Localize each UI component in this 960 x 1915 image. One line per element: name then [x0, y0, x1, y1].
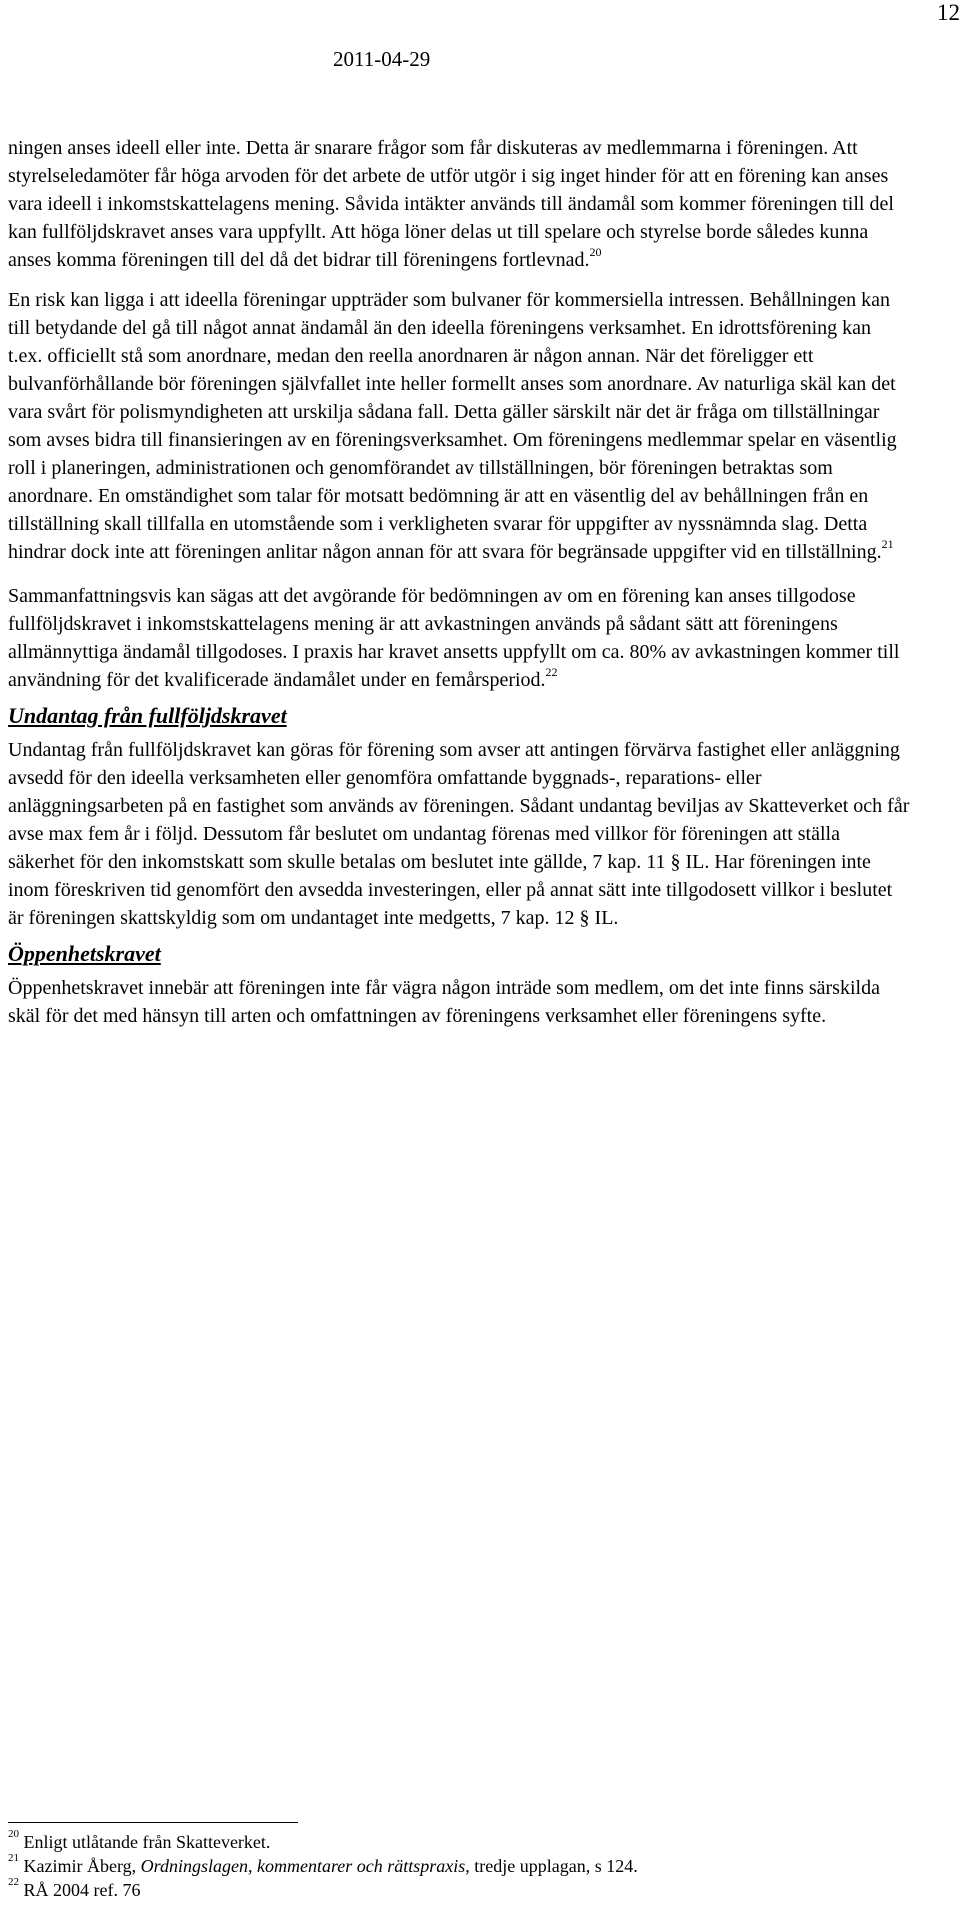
footnote-text: Enligt utlåtande från Skatteverket. — [23, 1832, 271, 1852]
section-heading-undantag: Undantag från fullföljdskravet — [8, 703, 287, 728]
footnote-author: Kazimir Åberg, — [23, 1856, 137, 1876]
body-text — [8, 134, 910, 1030]
footnote-number: 22 — [8, 1876, 19, 1888]
paragraph-text: ningen anses ideell eller inte. Detta är snarare frågor som får diskuteras av medlemmarna i föreningen. Att styrelseledamöter får höga arvoden för det arbete de utför utgör i sig inget hinder för att en förening kan anses vara ideell i inkomstskattelagens mening. Såvida intäkter används till ändamål som kommer föreningen till del kan fullföljdskravet anses vara uppfyllt. Att höga löner delas ut till spelare och styrelse borde således kunna anses komma föreningen till del då det bidrar till föreningens fortlevnad. — [8, 137, 894, 271]
paragraph-text: Sammanfattningsvis kan sägas att det avgörande för bedömningen av om en förening kan anses tillgodose fullföljdskravet i inkomstskattelagens mening är att avkastningen används på sådant sätt att föreningens allmännyttiga ändamål tillgodoses. I praxis har kravet ansetts uppfyllt om ca. 80% av avkastningen kommer till användning för det kvalificerade ändamålet under en femårsperiod. — [8, 585, 900, 691]
paragraph-summary — [8, 582, 910, 694]
footnote-ref: 20 — [589, 245, 602, 260]
paragraph-fulfilment-discussion — [8, 134, 910, 274]
footnote-text: RÅ 2004 ref. 76 — [23, 1880, 141, 1900]
page-date: 2011-04-29 — [333, 47, 431, 71]
footnote-rest: , tredje upplagan, s 124. — [465, 1856, 638, 1876]
footnote-source-title: Ordningslagen, kommentarer och rättspraxis — [140, 1856, 466, 1876]
footnote-number: 21 — [8, 1852, 19, 1864]
paragraph-oppenhet: Öppenhetskravet innebär att föreningen inte får vägra någon inträde som medlem, om det inte finns särskilda skäl för det med hänsyn till arten och omfattningen av föreningens verksamhet eller föreningens syfte. — [8, 977, 880, 1027]
paragraph-text: En risk kan ligga i att ideella föreningar uppträder som bulvaner för kommersiella intressen. Behållningen kan till betydande del gå till något annat ändamål än den ideella föreningens verksamhet. En idrottsförening kan t.ex. officiellt stå som anordnare, medan den reella anordnaren är någon annan. När det föreligger ett bulvanförhållande bör föreningen självfallet inte heller formellt anses som anordnare. Av naturliga skäl kan det vara svårt för polismyndigheten att urskilja sådana fall. Detta gäller särskilt när det är fråga om tillställningar som avses bidra till finansieringen av en föreningsverksamhet. Om föreningens medlemmar spelar en väsentlig roll i planeringen, administrationen och genomförandet av tillställningen, bör föreningen betraktas som anordnare. En omständighet som talar för motsatt bedömning är att en väsentlig del av behållningen från en tillställning skall tillfalla en utomstående som i verkligheten svarar för uppgifter av nyssnämnda slag. Detta hindrar dock inte att föreningen anlitar någon annan för att svara för begränsade uppgifter vid en tillställning. — [8, 289, 897, 563]
section-heading-oppenhet: Öppenhetskravet — [8, 941, 161, 966]
footnote-divider — [8, 1822, 298, 1823]
footnotes — [8, 1830, 638, 1902]
page-number: 12 — [937, 0, 960, 25]
footnote-20 — [8, 1830, 638, 1854]
footnote-ref: 22 — [545, 665, 558, 680]
footnote-ref: 21 — [881, 537, 894, 552]
footnote-number: 20 — [8, 1828, 19, 1840]
paragraph-undantag: Undantag från fullföljdskravet kan göras för förening som avser att antingen förvärva fastighet eller anläggning avsedd för den ideella verksamheten eller genomföra omfattande byggnads-, reparations- eller anläggningsarbeten på en fastighet som används av föreningen. Sådant undantag beviljas av Skatteverket och får avse max fem år i följd. Dessutom får beslutet om undantag förenas med villkor för föreningen att ställa säkerhet för den inkomstskatt som skulle betalas om beslutet inte gällde, 7 kap. 11 § IL. Har föreningen inte inom föreskriven tid genomfört den avsedda investeringen, eller på annat sätt inte tillgodosett villkor i beslutet är föreningen skattskyldig som om undantaget inte medgetts, 7 kap. 12 § IL. — [8, 739, 910, 929]
paragraph-bulvan-risk — [8, 286, 910, 566]
footnote-21 — [8, 1854, 638, 1878]
footnote-22 — [8, 1878, 638, 1902]
